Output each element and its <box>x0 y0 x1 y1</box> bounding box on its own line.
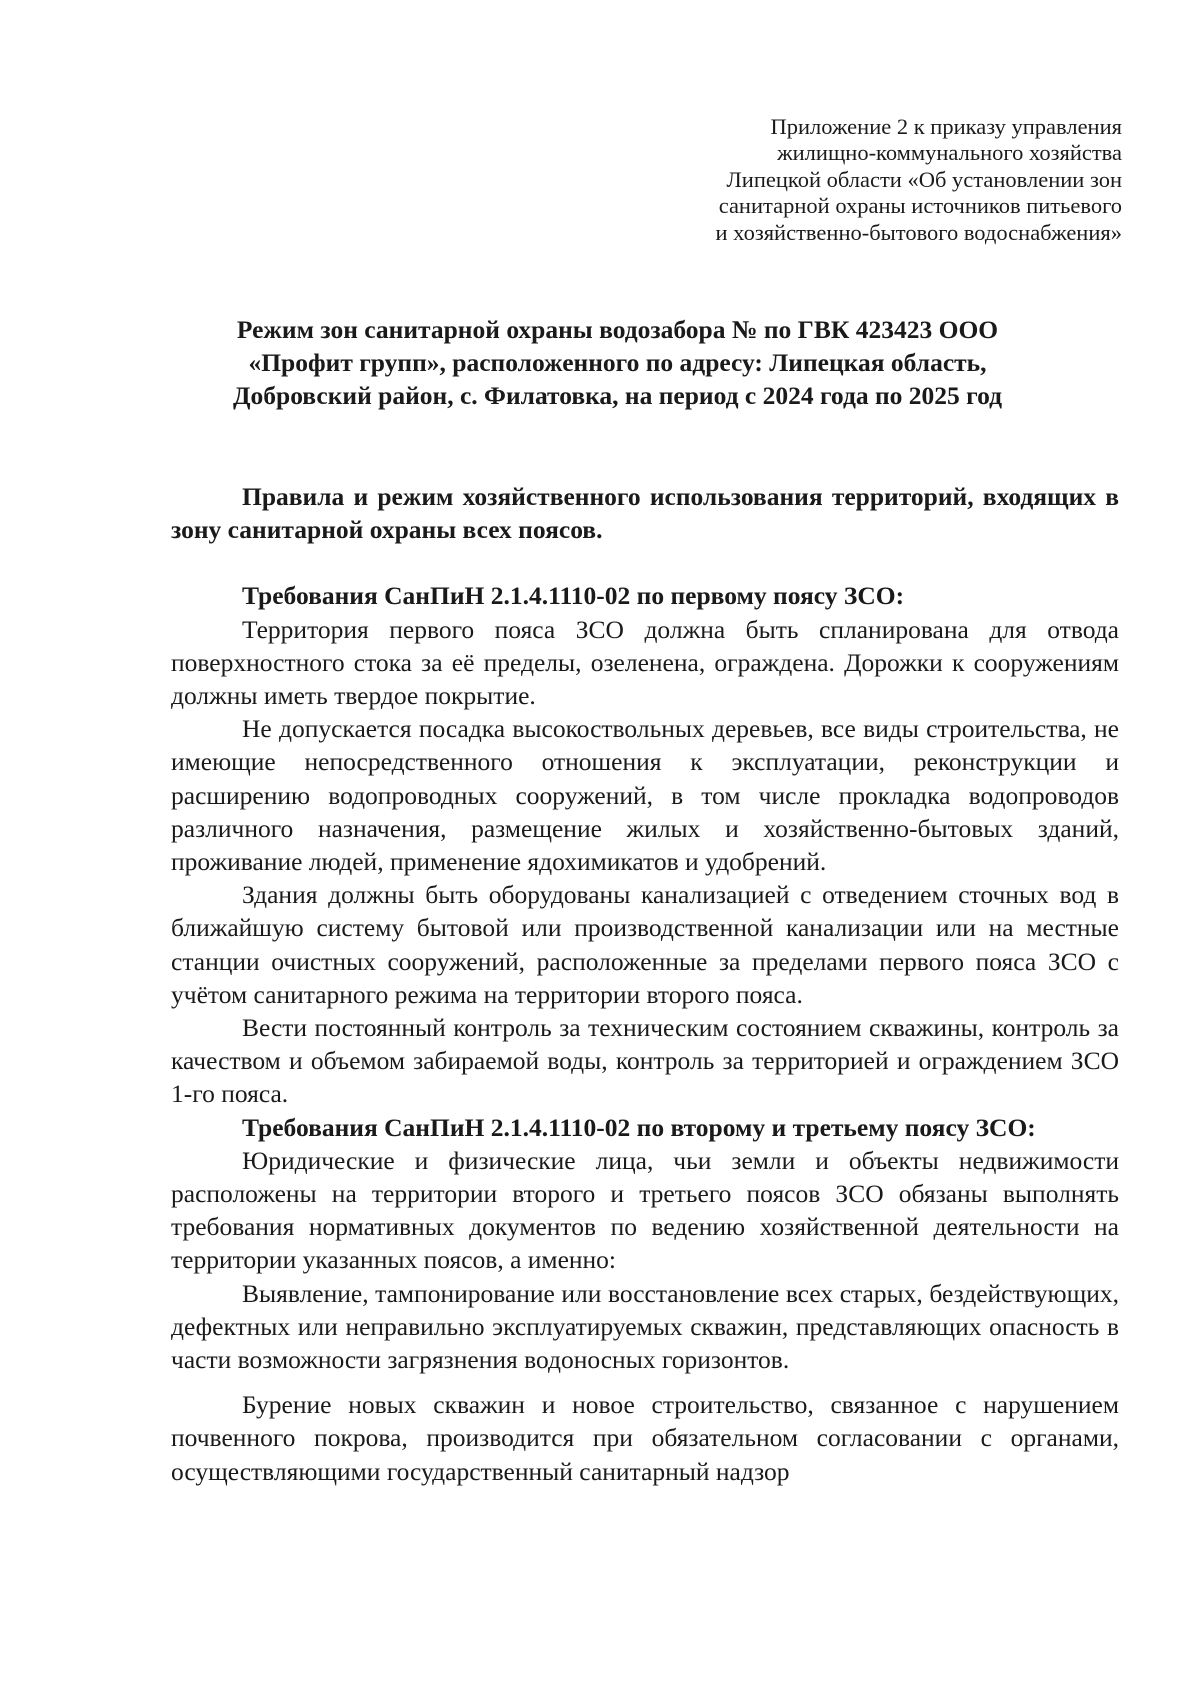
title-line: «Профит групп», расположенного по адресу: Липецкая область, <box>248 348 987 378</box>
appendix-line: Приложение 2 к приказу управления <box>770 114 1122 139</box>
document-title <box>150 313 1085 413</box>
appendix-line: Липецкой области «Об установлении зон <box>726 166 1122 192</box>
zone1-heading: Требования СанПиН 2.1.4.1110-02 по первому поясу ЗСО: <box>242 581 905 611</box>
zone1-paragraph: Здания должны быть оборудованы канализацией с отведением сточных вод в ближайшую систему бытовой или производственной канализации или на местные станции очистных сооружений, расположенные за пределами первого пояса ЗСО с учётом санитарного режима на территории второго пояса. <box>171 880 1119 1009</box>
zone23-paragraph: Юридические и физические лица, чьи земли и объекты недвижимости расположены на территории второго и третьего поясов ЗСО обязаны выполнять требования нормативных документов по ведению хозяйственной деятельности на территории указанных поясов, а именно: <box>171 1145 1119 1275</box>
zone23-paragraph: Выявление, тампонирование или восстановление всех старых, бездействующих, дефектных или неправильно эксплуатируемых скважин, представляющих опасность в части возможности загрязнения водоносных горизонтов. <box>171 1278 1119 1375</box>
appendix-line: жилищно-коммунального хозяйства <box>777 140 1122 166</box>
appendix-line: и хозяйственно-бытового водоснабжения» <box>715 219 1122 245</box>
zone1-paragraph: Не допускается посадка высокоствольных деревьев, все виды строительства, не имеющие непосредственного отношения к эксплуатации, реконструкции и расширению водопроводных сооружений, в том числе прокладка водопроводов различного назначения, размещение жилых и хозяйственно-бытовых зданий, проживание людей, применение ядохимикатов и удобрений. <box>171 714 1119 877</box>
zone23-heading: Требования СанПиН 2.1.4.1110-02 по второму и третьему поясу ЗСО: <box>242 1112 1036 1142</box>
zone23-paragraph: Бурение новых скважин и новое строительство, связанное с нарушением почвенного покрова, производится при обязательном согласовании с органами, осуществляющими государственный санитарный надзор <box>171 1390 1119 1486</box>
appendix-note <box>562 114 1122 246</box>
appendix-line: санитарной охраны источников питьевого <box>718 193 1122 219</box>
spacer <box>171 546 1119 579</box>
document-body <box>171 480 1119 1488</box>
section-heading: Правила и режим хозяйственного использования территорий, входящих в зону санитарной охраны всех поясов. <box>171 482 1119 545</box>
zone1-paragraph: Вести постоянный контроль за техническим состоянием скважины, контроль за качеством и объемом забираемой воды, контроль за территорией и ограждением ЗСО 1-го пояса. <box>171 1013 1119 1109</box>
spacer <box>171 1376 1119 1388</box>
zone1-paragraph: Территория первого пояса ЗСО должна быть спланирована для отвода поверхностного стока за её пределы, озеленена, ограждена. Дорожки к сооружениям должны иметь твердое покрытие. <box>171 614 1119 711</box>
title-line: Добровский район, с. Филатовка, на период с 2024 года по 2025 год <box>232 381 1003 411</box>
title-line: Режим зон санитарной охраны водозабора № по ГВК 423423 ООО <box>236 315 999 344</box>
